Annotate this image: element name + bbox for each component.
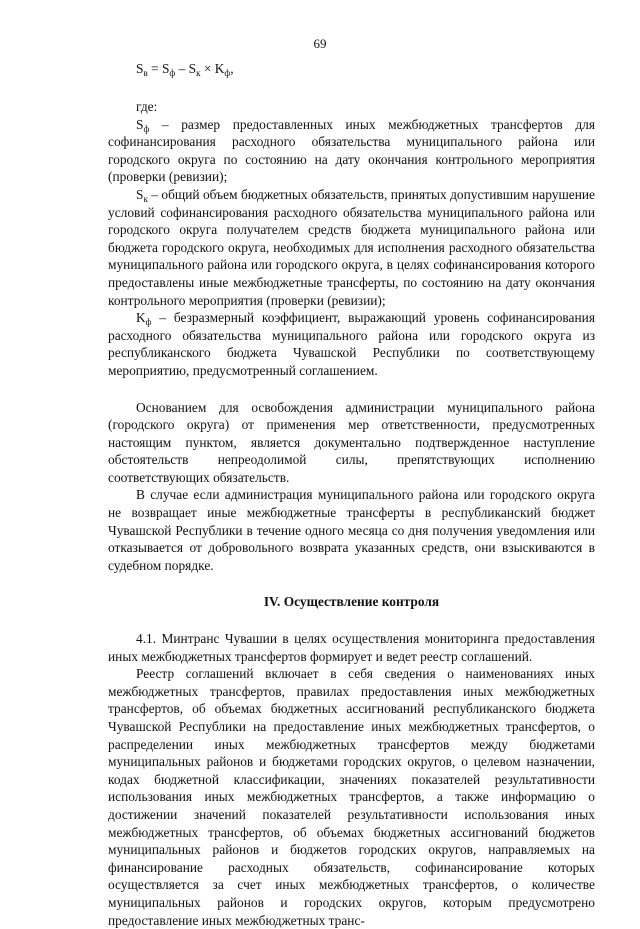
paragraph-4-1: 4.1. Минтранс Чувашии в целях осуществления мониторинга предоставления иных межбюджетных трансфертов формирует и ведет реестр соглашений. xyxy=(108,631,595,664)
definition-s-f: $S_ф$ – размер предоставленных иных межбюджетных трансфертов для софинансирования расходного обязательства муниципального района или городского округа по состоянию на дату окончания контрольного мероприятия (проверки (ревизии); xyxy=(108,116,595,185)
spacer xyxy=(108,380,595,399)
formula-symbol-k-f: $K_ф$ xyxy=(214,61,231,78)
where-label: где: xyxy=(136,99,158,114)
definition-s-k: $S_к$ – общий объем бюджетных обязательств, принятых допустившим нарушение условий софинансирования расходного обязательства муниципального района или городского округа получателем средств бюджета муниципального района или бюджета городского округа, необходимых для исполнения расходного обязательства муниципального района или городского округа, в целях софинансирования которого предоставлены иные межбюджетные трансферты, по состоянию на дату окончания контрольного мероприятия (проверки (ревизии); xyxy=(108,186,595,308)
formula-symbol-s-f: $S_ф$ xyxy=(161,61,176,78)
formula-symbol-s-k: $S_к$ xyxy=(188,61,201,78)
paragraph-force-majeure: Основанием для освобождения администрации муниципального района (городского округа) от применения мер ответственности, предусмотренных настоящим пунктом, является документально подтвержденное наступление обстоятельств непреодолимой силы, препятствующих исполнению соответствующих обязательств. xyxy=(108,399,595,485)
formula-symbol-s-v: $S_в$ xyxy=(136,61,148,78)
spacer xyxy=(108,574,595,593)
page-number: 69 xyxy=(313,36,327,51)
definition-k-f: $K_ф$ – безразмерный коэффициент, выражающий уровень софинансирования расходного обязательства муниципального района или городского округа из республиканского бюджета Чувашской Республики по соответствующему мероприятию, предусмотренный соглашением. xyxy=(108,310,595,378)
spacer xyxy=(108,611,595,630)
formula: $S_в = S_ф - S_к \times K_ф$, xyxy=(136,61,234,78)
section-heading: IV. Осуществление контроля xyxy=(263,594,440,610)
body-text xyxy=(108,98,595,929)
paragraph-court-recovery: В случае если администрация муниципального района или городского округа не возвращает иные межбюджетные трансферты в республиканский бюджет Чувашской Республики в течение одного месяца со дня получения уведомления или отказывается от добровольного возврата указанных средств, они взыскиваются в судебном порядке. xyxy=(108,487,595,573)
paragraph-registry: Реестр соглашений включает в себя сведения о наименованиях иных межбюджетных трансфертов, правилах предоставления иных межбюджетных трансфертов, об объемах бюджетных ассигнований республиканского бюджета Чувашской Республики на предоставление иных межбюджетных трансфертов, о распределении иных межбюджетных трансфертов между бюджетами муниципальных районов и бюджетами городских округов, о целевом назначении, кодах бюджетной классификации, значениях показателей результативности использования иных межбюджетных трансфертов, а также информацию о достижении значений показателей результативности использования иных межбюджетных трансфертов, об объемах бюджетных ассигнований бюджетов муниципальных районов и бюджетов городских округов, направляемых на финансирование расходных обязательств, софинансирование которых осуществляется за счет иных межбюджетных трансфертов, о количестве муниципальных районов и городских округов, которым предусмотрено предоставление иных межбюджетных транс- xyxy=(108,666,595,928)
